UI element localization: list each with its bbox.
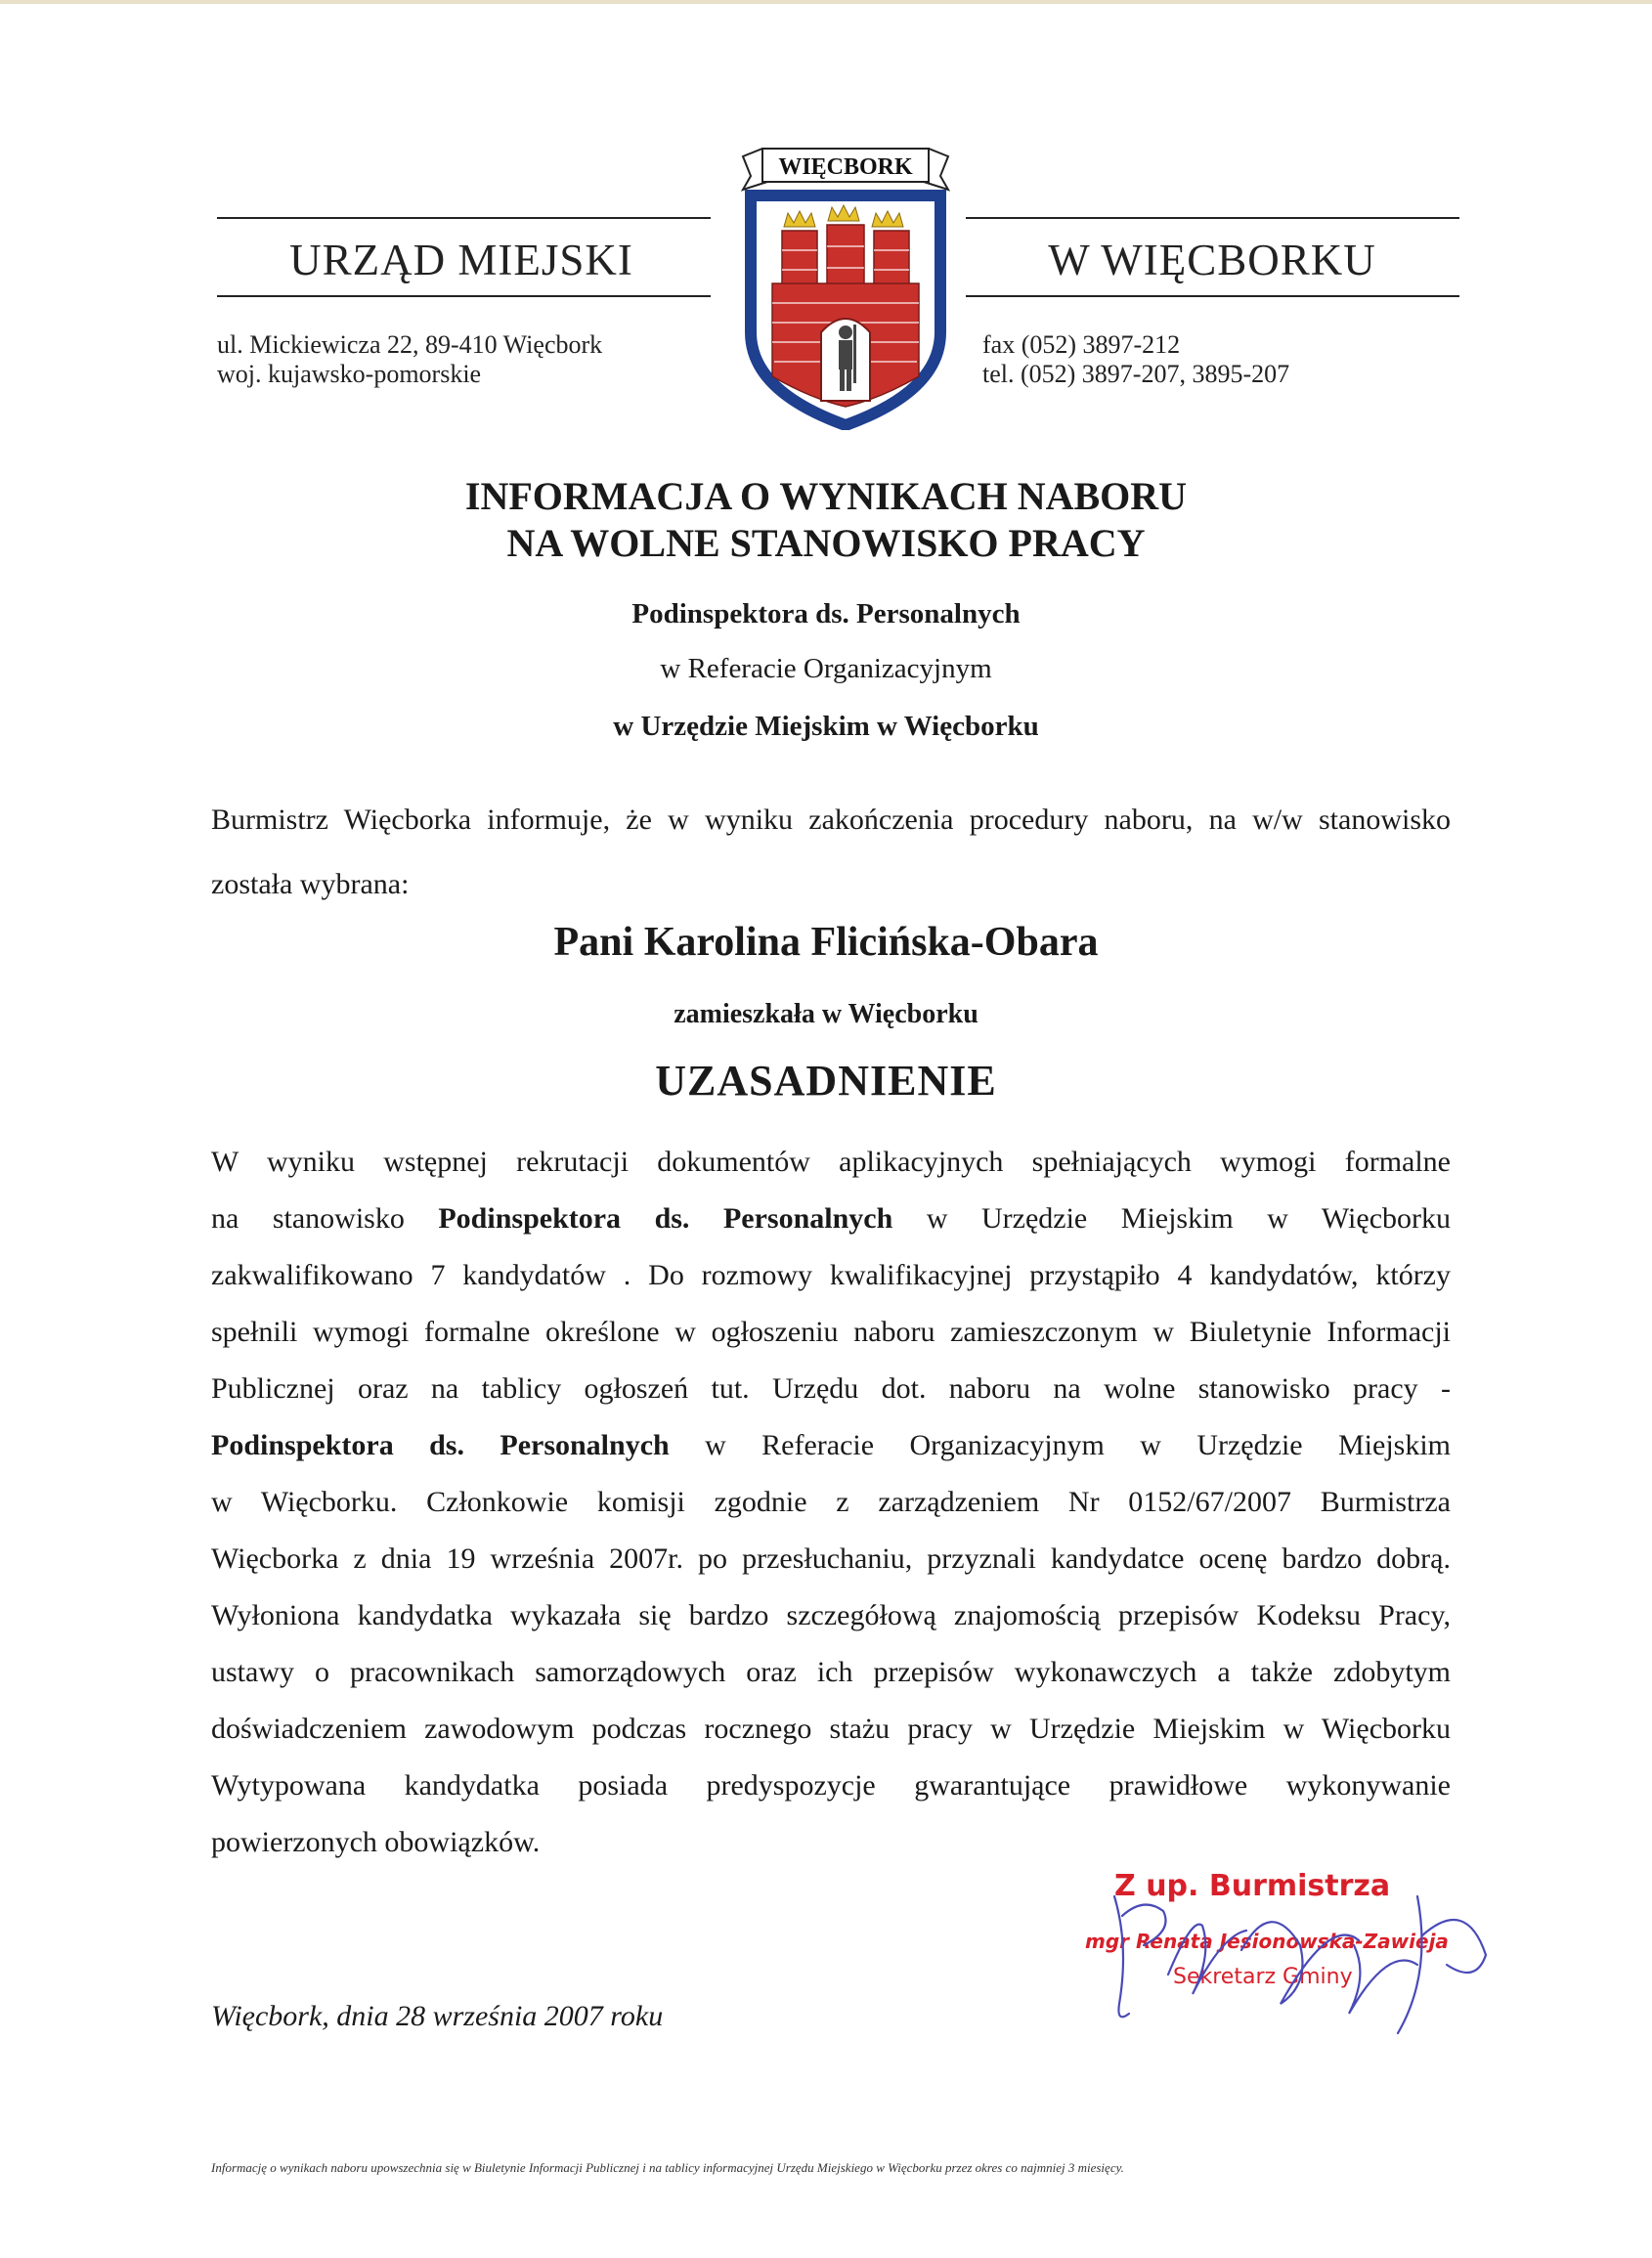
justification-line xyxy=(211,1247,1451,1304)
justification-body xyxy=(211,1134,1451,1871)
stamp-signatory: mgr Renata Jesionowska-Zawieja xyxy=(1085,1930,1449,1953)
justification-line xyxy=(211,1134,1451,1191)
justification-line xyxy=(211,1587,1451,1644)
justification-line xyxy=(211,1701,1451,1758)
text-segment: W wyniku wstępnej rekrutacji dokumentów aplikacyjnych spełniających wymogi formalne xyxy=(211,1146,1451,1178)
bold-segment: Podinspektora ds. Personalnych xyxy=(438,1202,893,1235)
text-segment: spełnili wymogi formalne określone w ogłoszeniu naboru zamieszczonym w Biuletynie Informacji xyxy=(211,1316,1451,1348)
justification-line xyxy=(211,1758,1451,1814)
selected-candidate-name: Pani Karolina Flicińska-Obara xyxy=(553,920,1099,965)
header-rule-left-bottom xyxy=(217,295,711,297)
fax-number: fax (052) 3897-212 xyxy=(982,330,1181,359)
justification-line xyxy=(211,1644,1451,1701)
header-rule-right-top xyxy=(966,217,1459,219)
department-name: w Referacie Organizacyjnym xyxy=(660,653,992,684)
justification-line xyxy=(211,1191,1451,1247)
justification-line xyxy=(211,1474,1451,1531)
title-line-2: NA WOLNE STANOWISKO PRACY xyxy=(506,521,1146,565)
text-segment: Publicznej oraz na tablicy ogłoszeń tut. Urzędu dot. naboru na wolne stanowisko pracy - xyxy=(211,1372,1451,1405)
text-segment: doświadczeniem zawodowym podczas rocznego stażu pracy w Urzędzie Miejskim w Więcborku xyxy=(211,1713,1451,1745)
address-region: woj. kujawsko-pomorskie xyxy=(217,360,482,388)
text-segment: Wytypowana kandydatka posiada predyspozycje gwarantujące prawidłowe wykonywanie xyxy=(211,1769,1451,1802)
justification-line xyxy=(211,1417,1451,1474)
place-and-date: Więcbork, dnia 28 września 2007 roku xyxy=(211,2000,664,2032)
title-line-1: INFORMACJA O WYNIKACH NABORU xyxy=(464,474,1188,518)
handwritten-signature-icon xyxy=(1075,1857,1505,2053)
document-title xyxy=(0,473,1652,567)
text-segment: zakwalifikowano 7 kandydatów . Do rozmowy kwalifikacyjnej przystąpiło 4 kandydatów, którzy xyxy=(211,1259,1451,1291)
text-segment: Więcborka z dnia 19 września 2007r. po przesłuchaniu, przyznali kandydatce ocenę bardzo dobrą. xyxy=(211,1542,1451,1575)
office-name-left: URZĄD MIEJSKI xyxy=(289,236,633,284)
bold-segment: Podinspektora ds. Personalnych xyxy=(211,1429,670,1461)
justification-line xyxy=(211,1361,1451,1417)
address-block xyxy=(217,330,602,389)
text-segment: Wyłoniona kandydatka wykazała się bardzo szczegółową znajomością przepisów Kodeksu Pracy, xyxy=(211,1599,1451,1631)
phone-numbers: tel. (052) 3897-207, 3895-207 xyxy=(982,360,1290,388)
scan-edge xyxy=(0,0,1652,4)
header-rule-left-top xyxy=(217,217,711,219)
text-segment: ustawy o pracownikach samorządowych oraz ich przepisów wykonawczych a także zdobytym xyxy=(211,1656,1451,1688)
intro-line-1: Burmistrz Więcborka informuje, że w wyniku zakończenia procedury naboru, na w/w stanowisko xyxy=(211,803,1451,836)
text-segment: na stanowisko xyxy=(211,1202,439,1235)
header-rule-right-bottom xyxy=(966,295,1459,297)
intro-line-2: została wybrana: xyxy=(211,868,410,900)
text-segment: powierzonych obowiązków. xyxy=(211,1826,541,1858)
position-title: Podinspektora ds. Personalnych xyxy=(631,598,1021,630)
justification-line xyxy=(211,1531,1451,1587)
justification-heading: UZASADNIENIE xyxy=(655,1057,997,1105)
stamp-authority: Z up. Burmistrza xyxy=(1114,1869,1391,1903)
stamp-role: Sekretarz Gminy xyxy=(1173,1965,1353,1989)
office-name-right: W WIĘCBORKU xyxy=(1048,236,1376,284)
crest-banner-text: WIĘCBORK xyxy=(778,154,913,180)
text-segment: w Referacie Organizacyjnym w Urzędzie Miejskim xyxy=(669,1429,1451,1461)
justification-line xyxy=(211,1304,1451,1361)
text-segment: w Więcborku. Członkowie komisji zgodnie z zarządzeniem Nr 0152/67/2007 Burmistrza xyxy=(211,1486,1451,1518)
coat-of-arms-icon xyxy=(723,137,968,430)
text-segment: w Urzędzie Miejskim w Więcborku xyxy=(892,1202,1451,1235)
address-street: ul. Mickiewicza 22, 89-410 Więcbork xyxy=(217,330,603,359)
office-name: w Urzędzie Miejskim w Więcborku xyxy=(613,711,1039,742)
candidate-residence: zamieszkała w Więcborku xyxy=(674,999,978,1029)
contact-block xyxy=(982,330,1289,389)
footer-note: Informację o wynikach naboru upowszechnia się w Biuletynie Informacji Publicznej i na tablicy informacyjnej Urzędu Miejskiego w Więcborku przez okres co najmniej 3 miesięcy. xyxy=(211,2160,1124,2175)
